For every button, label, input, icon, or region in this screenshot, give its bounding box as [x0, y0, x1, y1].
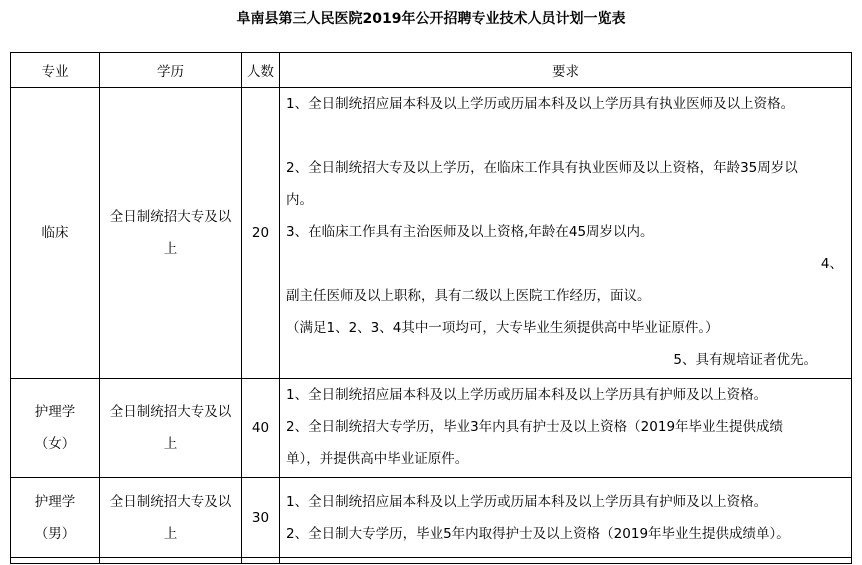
table-row [11, 379, 852, 478]
education-text-line2: 上 [163, 241, 178, 257]
header-education: 学历 [100, 53, 242, 88]
table-header-row [11, 53, 852, 88]
requirement-line: 1、全日制统招应届本科及以上学历或历届本科及以上学历具有执业医师及以上资格。 [286, 96, 795, 112]
requirement-line: 5、具有规培证者优先。 [673, 352, 817, 368]
cell-requirements [280, 88, 852, 379]
count-text: 20 [251, 225, 270, 241]
major-text-line2: （男） [34, 525, 76, 542]
education-text-line1: 全日制统招大专及以 [109, 493, 232, 510]
major-text: 临床 [41, 225, 69, 241]
major-text-line2: （女） [34, 436, 76, 452]
requirement-line: 单），并提供高中毕业证原件。 [286, 451, 469, 467]
cell-major [11, 88, 100, 379]
cell-count [242, 88, 280, 379]
cell-education [100, 88, 242, 379]
requirement-line: 2、全日制统招大专学历，毕业3年内具有护士及以上资格（2019年毕业生提供成绩 [286, 419, 784, 435]
cell-major [11, 379, 100, 478]
requirement-line: 内。 [286, 192, 313, 208]
major-text-line1: 护理学 [34, 493, 76, 510]
cell-empty [100, 558, 242, 564]
requirement-line: 1、全日制统招应届本科及以上学历或历届本科及以上学历具有护师及以上资格。 [286, 493, 768, 510]
recruitment-table [10, 52, 852, 564]
count-text: 40 [251, 420, 270, 436]
cell-education [100, 478, 242, 558]
cell-empty [11, 558, 100, 564]
requirement-line: （满足1、2、3、4其中一项均可，大专毕业生须提供高中毕业证原件。） [286, 320, 719, 336]
requirement-line: 2、全日制统招大专及以上学历，在临床工作具有执业医师及以上资格，年龄35周岁以 [286, 160, 798, 176]
major-text-line1: 护理学 [34, 404, 76, 420]
count-text: 30 [251, 509, 270, 526]
page-title: 阜南县第三人民医院2019年公开招聘专业技术人员计划一览表 [236, 11, 626, 27]
table-row [11, 88, 852, 379]
education-text-line2: 上 [163, 525, 178, 542]
cell-major [11, 478, 100, 558]
cell-empty [280, 558, 852, 564]
education-text-line1: 全日制统招大专及以 [109, 209, 232, 225]
cell-requirements [280, 379, 852, 478]
table-row-cutoff [11, 558, 852, 564]
requirement-line: 4、 [820, 256, 843, 272]
table-row [11, 478, 852, 558]
header-count: 人数 [242, 53, 280, 88]
requirement-line: 2、全日制大专学历，毕业5年内取得护士及以上资格（2019年毕业生提供成绩单）。 [286, 525, 790, 542]
requirement-line: 副主任医师及以上职称，具有二级以上医院工作经历，面议。 [286, 288, 651, 304]
cell-empty [242, 558, 280, 564]
requirement-line: 1、全日制统招应届本科及以上学历或历届本科及以上学历具有护师及以上资格。 [286, 387, 768, 403]
header-major: 专业 [11, 53, 100, 88]
education-text-line1: 全日制统招大专及以 [109, 404, 232, 420]
cell-count [242, 478, 280, 558]
cell-count [242, 379, 280, 478]
education-text-line2: 上 [163, 436, 178, 452]
header-requirements: 要求 [280, 53, 852, 88]
requirement-line: 3、在临床工作具有主治医师及以上资格,年龄在45周岁以内。 [286, 224, 654, 240]
cell-requirements [280, 478, 852, 558]
requirement-blank [286, 120, 847, 152]
cell-education [100, 379, 242, 478]
